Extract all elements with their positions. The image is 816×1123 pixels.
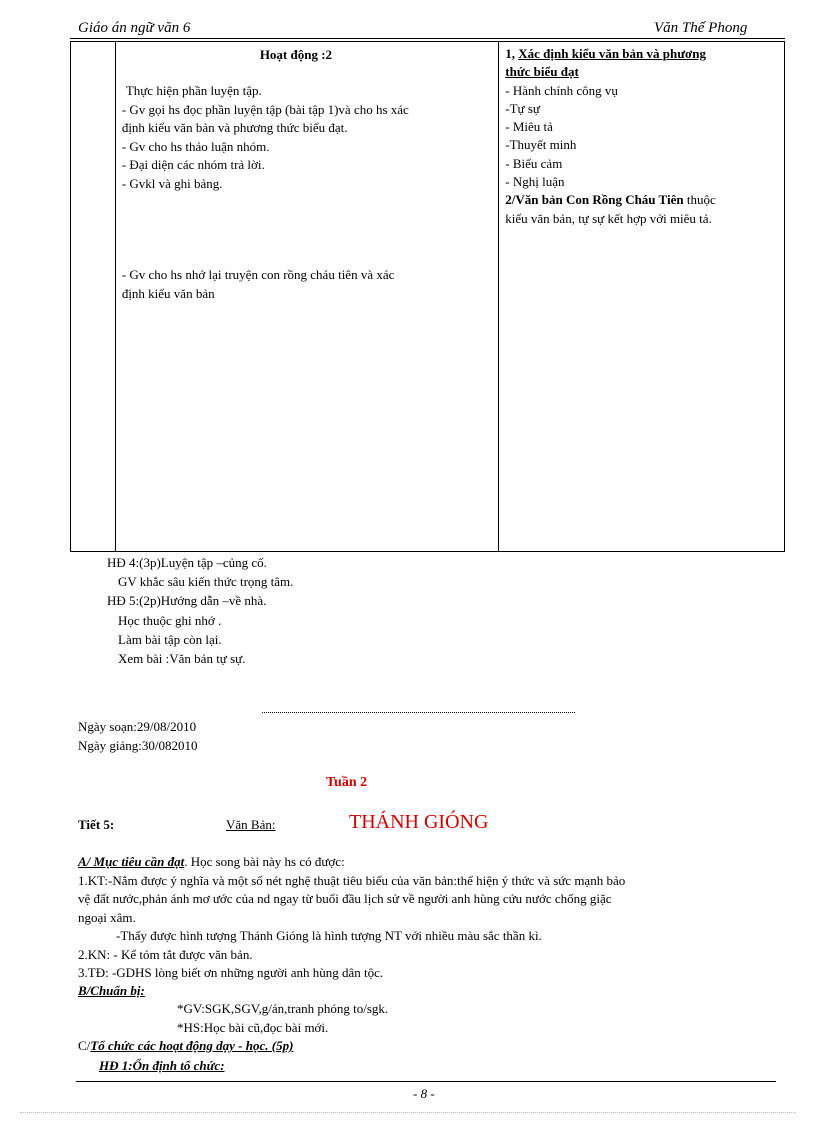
dotted-separator bbox=[262, 712, 575, 713]
header-author: Văn Thế Phong bbox=[654, 20, 748, 36]
list-item: -Tự sự bbox=[505, 100, 540, 116]
lesson-number: Tiết 5: bbox=[78, 817, 115, 832]
date-taught: Ngày giảng:30/082010 bbox=[78, 738, 198, 753]
teacher-activities bbox=[122, 82, 409, 194]
teacher-line: - Đại diện các nhóm trả lời. bbox=[121, 157, 265, 173]
teacher-line: Thực hiện phần luyện tập. bbox=[125, 83, 262, 98]
header-title: Giáo án ngữ văn 6 bbox=[78, 20, 191, 36]
table-col-content bbox=[499, 42, 785, 552]
hd1-heading: HĐ 1:Ổn định tổ chức: bbox=[99, 1058, 225, 1073]
section-c-heading: Tổ chức các hoạt động dạy - học. (5p) bbox=[90, 1038, 294, 1053]
objective-line: 3.TĐ: -GDHS lòng biết ơn những người anh hùng dân tộc. bbox=[78, 965, 384, 980]
section-b-heading: B/Chuẩn bị: bbox=[78, 983, 145, 998]
objective-line: 1.KT:-Nắm được ý nghĩa và một số nét nghệ thuật tiêu biểu của văn bản:thể hiện ý thức và sức mạnh bảo bbox=[78, 872, 626, 888]
objective-line: -Thấy được hình tượng Thánh Gióng là hình tượng NT với nhiều màu sắc thần kì. bbox=[116, 928, 542, 943]
date-prepared: Ngày soạn:29/08/2010 bbox=[78, 719, 197, 734]
objective-line: vệ đất nước,phản ánh mơ ước của nd ngay từ buổi đầu lịch sử về người anh hùng cứu nước chống giặc bbox=[78, 891, 612, 906]
header-divider bbox=[70, 38, 785, 39]
teacher-line: định kiểu văn bản bbox=[121, 285, 215, 301]
teacher-line: - Gv cho hs nhớ lại truyện con rồng cháu tiên và xác bbox=[121, 267, 395, 282]
note-line: Xem bài :Văn bản tự sự. bbox=[118, 651, 246, 667]
section-a bbox=[78, 853, 778, 983]
section-c-prefix: C/ bbox=[78, 1038, 91, 1053]
note-line: Làm bài tập còn lại. bbox=[118, 631, 222, 647]
teacher-activities-2 bbox=[122, 266, 395, 303]
table-col-teacher bbox=[115, 42, 498, 552]
list-item: - Hành chính công vụ bbox=[505, 82, 618, 98]
list-item: -Thuyết minh bbox=[505, 137, 577, 153]
table-col-empty bbox=[71, 42, 116, 552]
teacher-line: - Gvkl và ghi bảng. bbox=[121, 175, 223, 191]
activity-table bbox=[70, 41, 785, 552]
note-line: Học thuộc ghi nhớ . bbox=[118, 612, 222, 628]
h1-line2: thức biểu đạt bbox=[505, 64, 579, 80]
h1-prefix: 1, bbox=[505, 46, 519, 61]
page-number: - 8 - bbox=[413, 1086, 435, 1101]
teacher-line: - Gv cho hs thảo luận nhóm. bbox=[121, 138, 270, 154]
note-line: HĐ 4:(3p)Luyện tập –củng cố. bbox=[107, 555, 267, 570]
h1-line1: Xác định kiểu văn bản và phương bbox=[518, 46, 706, 61]
week-label: Tuần 2 bbox=[326, 775, 368, 790]
list-item: - Miêu tả bbox=[505, 119, 553, 135]
teacher-line: định kiểu văn bản và phương thức biểu đạt. bbox=[121, 120, 348, 136]
section-a-heading: A/ Mục tiêu cần đạt bbox=[78, 854, 185, 869]
section-a-intro: . Học song bài này hs có được: bbox=[184, 854, 345, 869]
lesson-title: THÁNH GIÓNG bbox=[349, 811, 489, 833]
h2-line2: kiểu văn bản, tự sự kết hợp với miêu tả. bbox=[505, 210, 712, 226]
page-bottom-dots bbox=[20, 1112, 796, 1113]
prep-teacher: *GV:SGK,SGV,g/án,tranh phóng to/sgk. bbox=[177, 1001, 389, 1016]
h2-bold: 2/Văn bản Con Rồng Cháu Tiên bbox=[505, 192, 684, 208]
prep-students: *HS:Học bài cũ,đọc bài mới. bbox=[177, 1020, 329, 1035]
note-line: HĐ 5:(2p)Hướng dẫn –về nhà. bbox=[107, 593, 267, 609]
list-item: - Nghị luận bbox=[505, 174, 565, 190]
h2-rest: thuộc bbox=[683, 192, 716, 208]
list-item: - Biểu cảm bbox=[505, 155, 563, 171]
after-table-notes bbox=[107, 553, 293, 668]
footer-divider bbox=[76, 1081, 776, 1082]
objective-line: 2.KN: - Kể tóm tắt được văn bản. bbox=[78, 946, 253, 962]
objective-line: ngoại xâm. bbox=[78, 909, 136, 925]
activity-title: Hoạt động :2 bbox=[259, 47, 333, 62]
teacher-line: - Gv gọi hs đọc phần luyện tập (bài tập 1)và cho hs xác bbox=[121, 101, 409, 117]
note-line: GV khắc sâu kiến thức trọng tâm. bbox=[118, 574, 294, 590]
lesson-label: Văn Bản: bbox=[226, 817, 276, 832]
